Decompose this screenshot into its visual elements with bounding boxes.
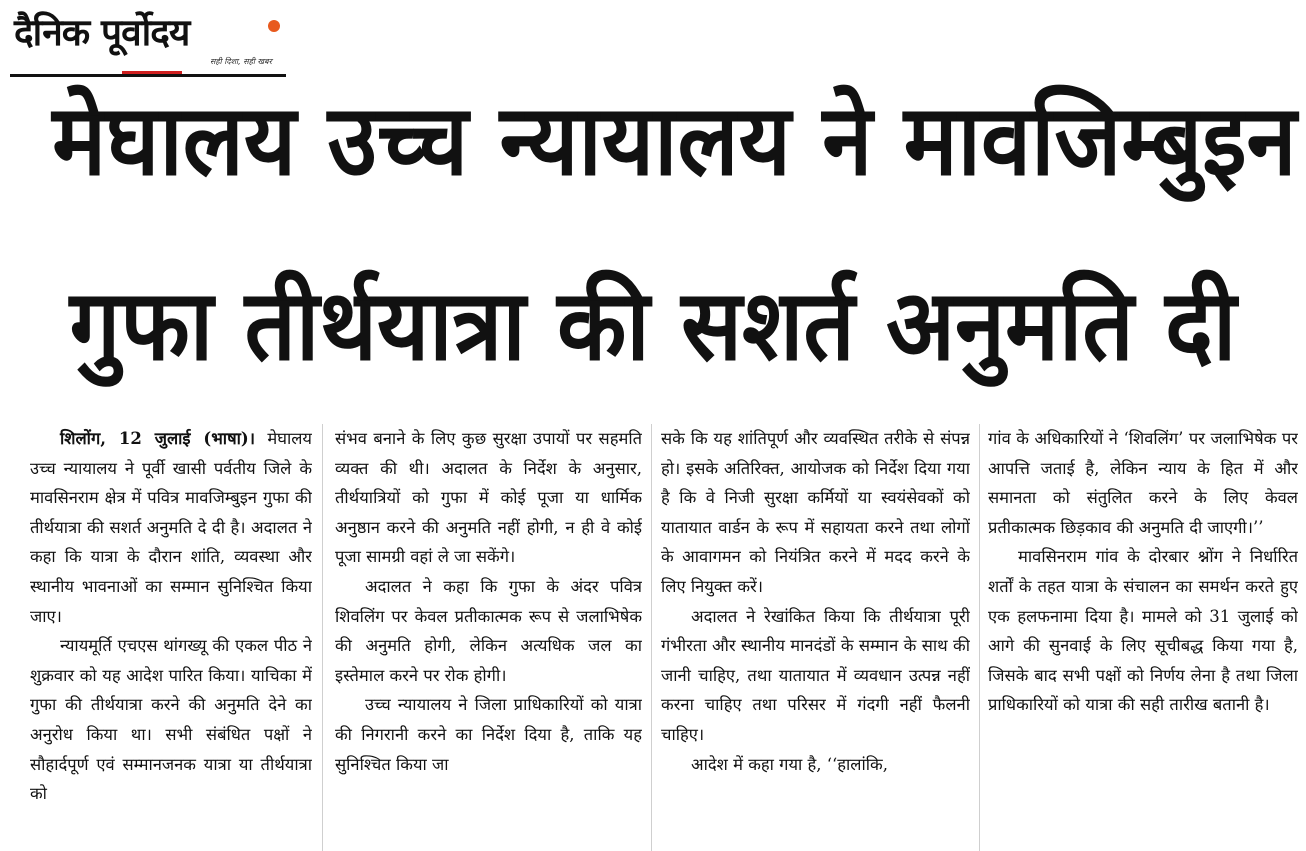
- article-paragraph: गांव के अधिकारियों ने ‘शिवलिंग’ पर जलाभिषेक पर आपत्ति जताई है, लेकिन न्याय के हित में और समानता को संतुलित करने के लिए केवल प्रतीकात्मक छिड़काव की अनुमति दी जाएगी।’’: [988, 429, 1298, 537]
- column-divider: [979, 424, 980, 851]
- article-paragraph: अदालत ने कहा कि गुफा के अंदर पवित्र शिवलिंग पर केवल प्रतीकात्मक रूप से जलाभिषेक की अनुमति होगी, लेकिन अत्यधिक जल का इस्तेमाल करने पर रोक होगी।: [335, 576, 642, 685]
- article-column-2: [335, 424, 642, 851]
- masthead: [10, 8, 286, 77]
- article-column-1: [30, 424, 312, 851]
- brand-dot-icon: [268, 20, 280, 32]
- paragraph-text: मेघालय उच्च न्यायालय ने पूर्वी खासी पर्वतीय जिले के मावसिनराम क्षेत्र में पवित्र मावजिम्बुइन गुफा की तीर्थयात्रा की सशर्त अनुमति दे दी है। अदालत ने कहा कि यात्रा के दौरान शांति, व्यवस्था और स्थानीय भावनाओं का सम्मान सुनिश्चित किया जाए।: [30, 429, 312, 626]
- column-divider: [651, 424, 652, 851]
- article-body: [30, 424, 1298, 851]
- article-paragraph: [30, 424, 312, 631]
- brand-logo: दैनिक पूर्वोदय: [14, 11, 190, 54]
- article-paragraph: मावसिनराम गांव के दोरबार श्नोंग ने निर्धारित शर्तों के तहत यात्रा के संचालन का समर्थन करते हुए एक हलफनामा दिया है। मामले को 31 जुलाई को आगे की सुनवाई के लिए सूचीबद्ध किया गया है, जिसके बाद सभी पक्षों को निर्णय लेना है तथा जिला प्राधिकारियों को यात्रा की सही तारीख बतानी है।: [988, 547, 1298, 715]
- brand-tagline: सही दिशा, सही खबर: [210, 57, 272, 66]
- column-divider: [322, 424, 323, 851]
- headline-line-2: गुफा तीर्थयात्रा की सशर्त अनुमति दी: [69, 269, 1237, 383]
- article-paragraph: न्यायमूर्ति एचएस थांगख्यू की एकल पीठ ने शुक्रवार को यह आदेश पारित किया। याचिका में गुफा की तीर्थयात्रा करने की अनुमति देने का अनुरोध किया था। सभी संबंधित पक्षों ने सौहार्दपूर्ण एवं सम्मानजनक यात्रा या तीर्थयात्रा को: [30, 636, 312, 804]
- article-paragraph: अदालत ने रेखांकित किया कि तीर्थयात्रा पूरी गंभीरता और स्थानीय मानदंडों के सम्मान के साथ की जानी चाहिए, तथा यातायात में व्यवधान उत्पन्न नहीं करना चाहिए तथा परिसर में गंदगी नहीं फैलनी चाहिए।: [661, 606, 970, 744]
- article-paragraph: सके कि यह शांतिपूर्ण और व्यवस्थित तरीके से संपन्न हो। इसके अतिरिक्त, आयोजक को निर्देश दिया गया है कि वे निजी सुरक्षा कर्मियों या स्वयंसेवकों को यातायात वार्डन के रूप में सहायता करने तथा लोगों के आवागमन को नियंत्रित करने में मदद करने के लिए नियुक्त करें।: [661, 429, 970, 596]
- article-column-3: [661, 424, 970, 851]
- article-column-4: [988, 424, 1298, 851]
- article-paragraph: संभव बनाने के लिए कुछ सुरक्षा उपायों पर सहमति व्यक्त की थी। अदालत के निर्देश के अनुसार, तीर्थयात्रियों को गुफा में कोई पूजा या धार्मिक अनुष्ठान करने की अनुमति नहीं होगी, न ही वे कोई पूजा सामग्री वहां ले जा सकेंगे।: [335, 429, 642, 567]
- article-paragraph: आदेश में कहा गया है, ‘‘हालांकि,: [691, 754, 888, 774]
- article-paragraph: उच्च न्यायालय ने जिला प्राधिकारियों को यात्रा की निगरानी करने का निर्देश दिया है, ताकि यह सुनिश्चित किया जा: [335, 695, 642, 774]
- headline-line-1: मेघालय उच्च न्यायालय ने मावजिम्बुइन: [52, 84, 1297, 198]
- dateline: शिलोंग, 12 जुलाई (भाषा)।: [60, 429, 255, 448]
- masthead-red-rule: [122, 71, 182, 74]
